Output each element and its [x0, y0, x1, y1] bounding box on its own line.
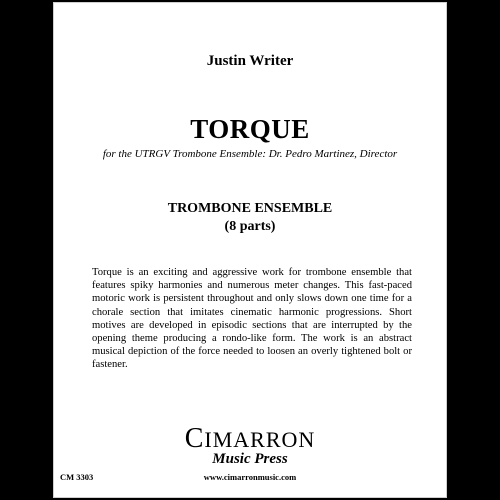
publisher-name	[54, 423, 446, 454]
publisher-name-rest: IMARRON	[204, 427, 316, 452]
publisher-subtitle: Music Press	[212, 451, 288, 467]
dedication-line: for the UTRGV Trombone Ensemble: Dr. Pedro Martinez, Director	[102, 148, 398, 160]
catalog-number: CM 3303	[60, 472, 94, 482]
publisher-website: www.cimarronmusic.com	[203, 472, 297, 482]
ensemble-type: TROMBONE ENSEMBLE	[167, 201, 333, 216]
ensemble-info	[54, 200, 446, 236]
publisher-name-initial: C	[184, 423, 205, 454]
piece-title: TORQUE	[190, 114, 310, 144]
piece-description: Torque is an exciting and aggressive work for trombone ensemble that features spiky harmonies and numerous meter changes. This fast-paced motoric work is persistent throughout and only slows down one time for a chorale section that imitates cinematic harmonic progressions. Short motives are developed in episodic sections that are interrupted by the opening theme producing a rondo-like form. The work is an abstract musical depiction of the force needed to loosen an overly tightened bolt or fastener.	[92, 267, 412, 371]
score-cover-page	[53, 2, 447, 498]
composer-name: Justin Writer	[206, 53, 294, 69]
publisher-logo	[54, 423, 446, 467]
ensemble-parts: (8 parts)	[224, 219, 276, 234]
